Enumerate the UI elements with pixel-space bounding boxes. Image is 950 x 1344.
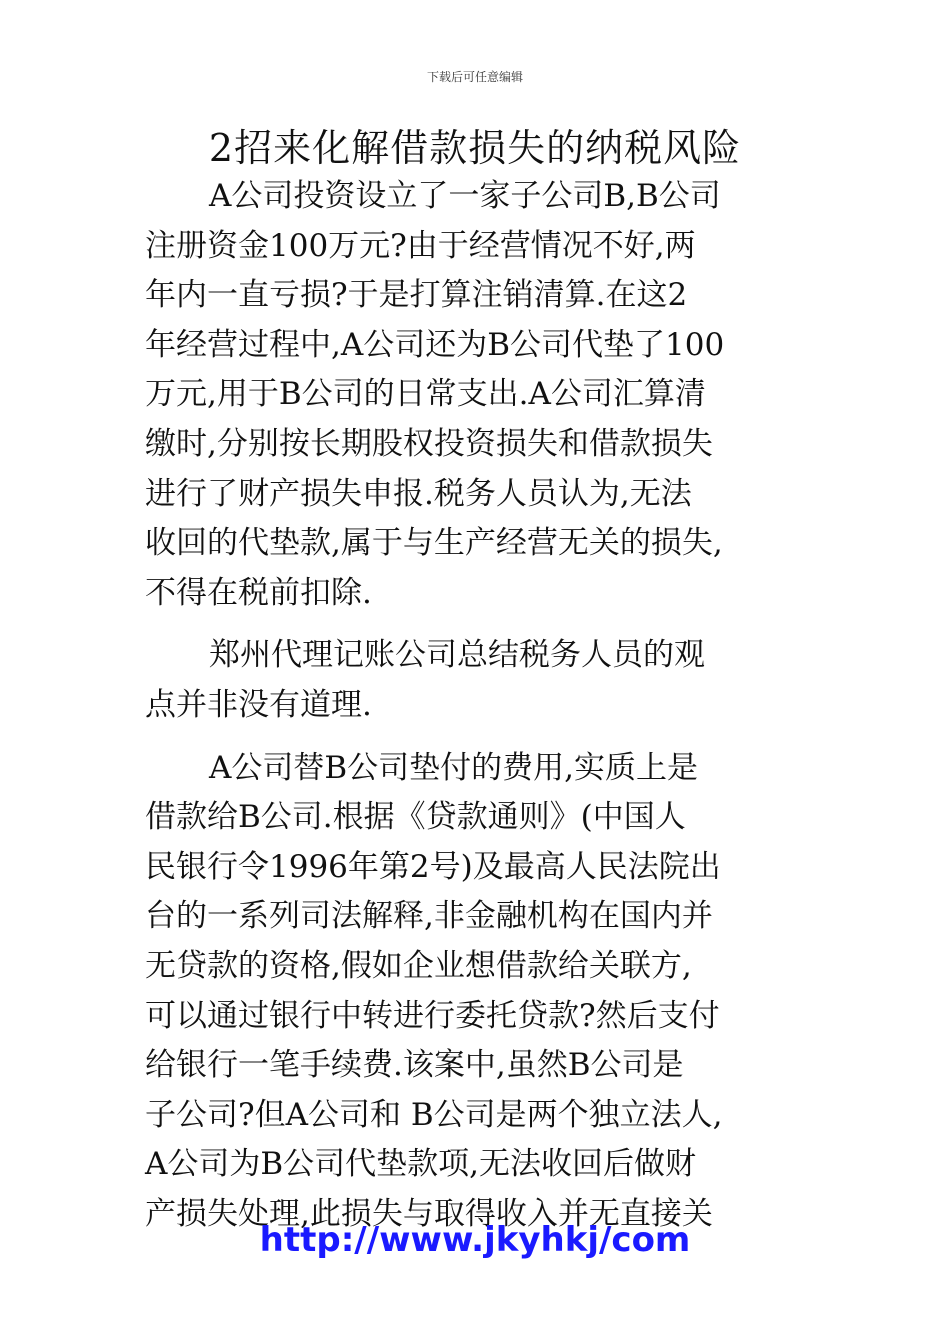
text-line: 年经营过程中,A公司还为B公司代垫了100 — [145, 326, 725, 363]
text-line: 台的一系列司法解释,非金融机构在国内并 — [145, 898, 713, 935]
footer-website-link[interactable]: http://www.jkyhkj/com — [259, 1220, 691, 1260]
text-line: 进行了财产损失申报.税务人员认为,无法 — [145, 475, 692, 512]
text-line: A公司替B公司垫付的费用,实质上是 — [209, 749, 699, 786]
text-line: 给银行一笔手续费.该案中,虽然B公司是 — [145, 1047, 684, 1084]
text-line: A公司投资设立了一家子公司B,B公司 — [209, 178, 721, 214]
text-line: 无贷款的资格,假如企业想借款给关联方, — [145, 947, 692, 984]
text-line: 点并非没有道理. — [145, 686, 372, 723]
text-line: 缴时,分别按长期股权投资损失和借款损失 — [145, 425, 713, 462]
text-line: 可以通过银行中转进行委托贷款?然后支付 — [145, 997, 720, 1034]
text-line: 借款给B公司.根据《贷款通则》(中国人 — [145, 799, 686, 836]
text-line: A公司为B公司代垫款项,无法收回后做财 — [145, 1146, 697, 1183]
paragraph-2 — [145, 631, 810, 730]
text-line: 注册资金100万元?由于经营情况不好,两 — [145, 227, 696, 264]
text-line: 年内一直亏损?于是打算注销清算.在这2 — [145, 277, 688, 314]
text-line: 不得在税前扣除. — [145, 574, 372, 611]
document-body — [145, 172, 810, 1239]
text-line: 产损失处理,此损失与取得收入并无直接关 — [145, 1195, 713, 1232]
paragraph-3 — [145, 744, 810, 1240]
text-line: 万元,用于B公司的日常支出.A公司汇算清 — [145, 376, 706, 413]
text-line: 子公司?但A公司和 B公司是两个独立法人, — [145, 1096, 723, 1133]
text-line: 收回的代垫款,属于与生产经营无关的损失, — [145, 525, 723, 562]
text-line: 民银行令1996年第2号)及最高人民法院出 — [145, 848, 721, 885]
paragraph-1 — [145, 172, 810, 618]
header-note: 下载后可任意编辑 — [426, 70, 523, 84]
text-line: 郑州代理记账公司总结税务人员的观 — [209, 637, 705, 674]
document-title: 2招来化解借款损失的纳税风险 — [208, 126, 742, 170]
